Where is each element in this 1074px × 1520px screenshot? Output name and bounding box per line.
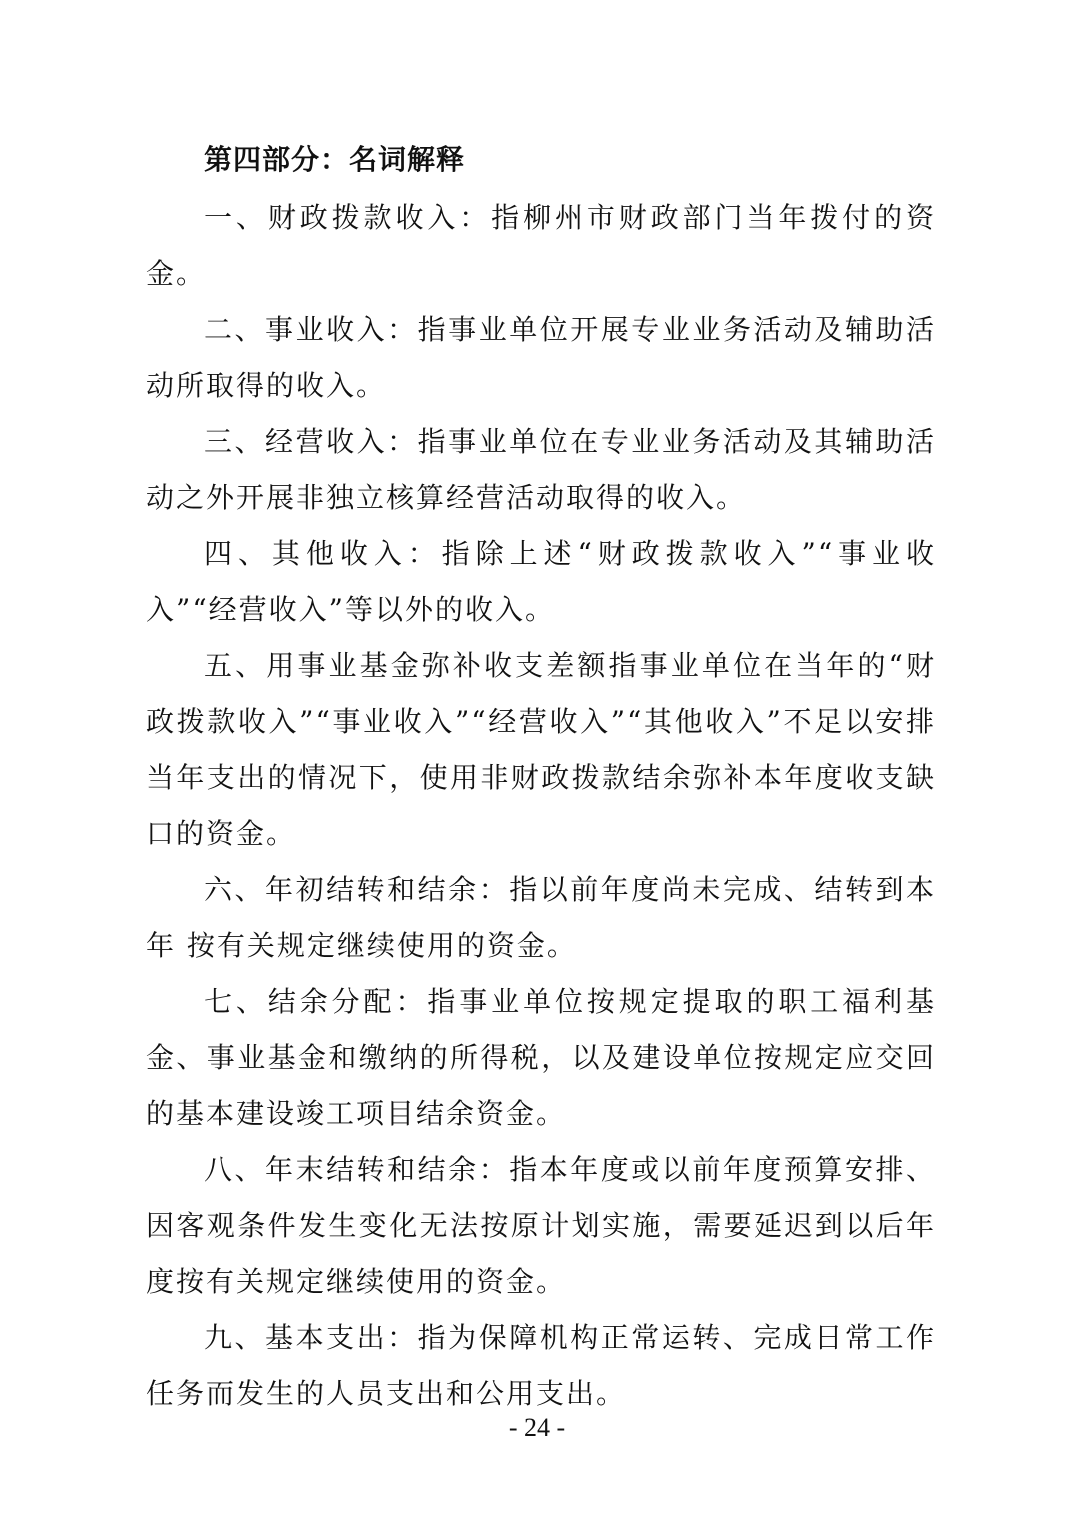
definition-paragraph-5: 五、用事业基金弥补收支差额指事业单位在当年的“财政拨款收入”“事业收入”“经营收入”“其他收入”不足以安排当年支出的情况下，使用非财政拨款结余弥补本年度收支缺口的资金。 (146, 649, 936, 850)
definition-paragraph-8: 八、年末结转和结余：指本年度或以前年度预算安排、因客观条件发生变化无法按原计划实施，需要延迟到以后年度按有关规定继续使用的资金。 (146, 1153, 936, 1298)
definition-paragraph-2: 二、事业收入：指事业单位开展专业业务活动及辅助活动所取得的收入。 (146, 313, 936, 402)
definition-paragraph-9: 九、基本支出：指为保障机构正常运转、完成日常工作任务而发生的人员支出和公用支出。 (146, 1321, 936, 1410)
definition-paragraph-6: 六、年初结转和结余：指以前年度尚未完成、结转到本年 按有关规定继续使用的资金。 (146, 873, 936, 962)
document-body (146, 140, 936, 1422)
definition-paragraph-1: 一、财政拨款收入：指柳州市财政部门当年拨付的资金。 (146, 201, 936, 290)
definition-paragraph-3: 三、经营收入：指事业单位在专业业务活动及其辅助活动之外开展非独立核算经营活动取得的收入。 (146, 425, 936, 514)
section-heading: 第四部分：名词解释 (204, 143, 466, 176)
definition-paragraph-4: 四、其他收入：指除上述“财政拨款收入”“事业收入”“经营收入”等以外的收入。 (146, 537, 936, 626)
page-number: - 24 - (508, 1413, 566, 1442)
definition-paragraph-7: 七、结余分配：指事业单位按规定提取的职工福利基金、事业基金和缴纳的所得税，以及建设单位按规定应交回的基本建设竣工项目结余资金。 (146, 985, 936, 1130)
